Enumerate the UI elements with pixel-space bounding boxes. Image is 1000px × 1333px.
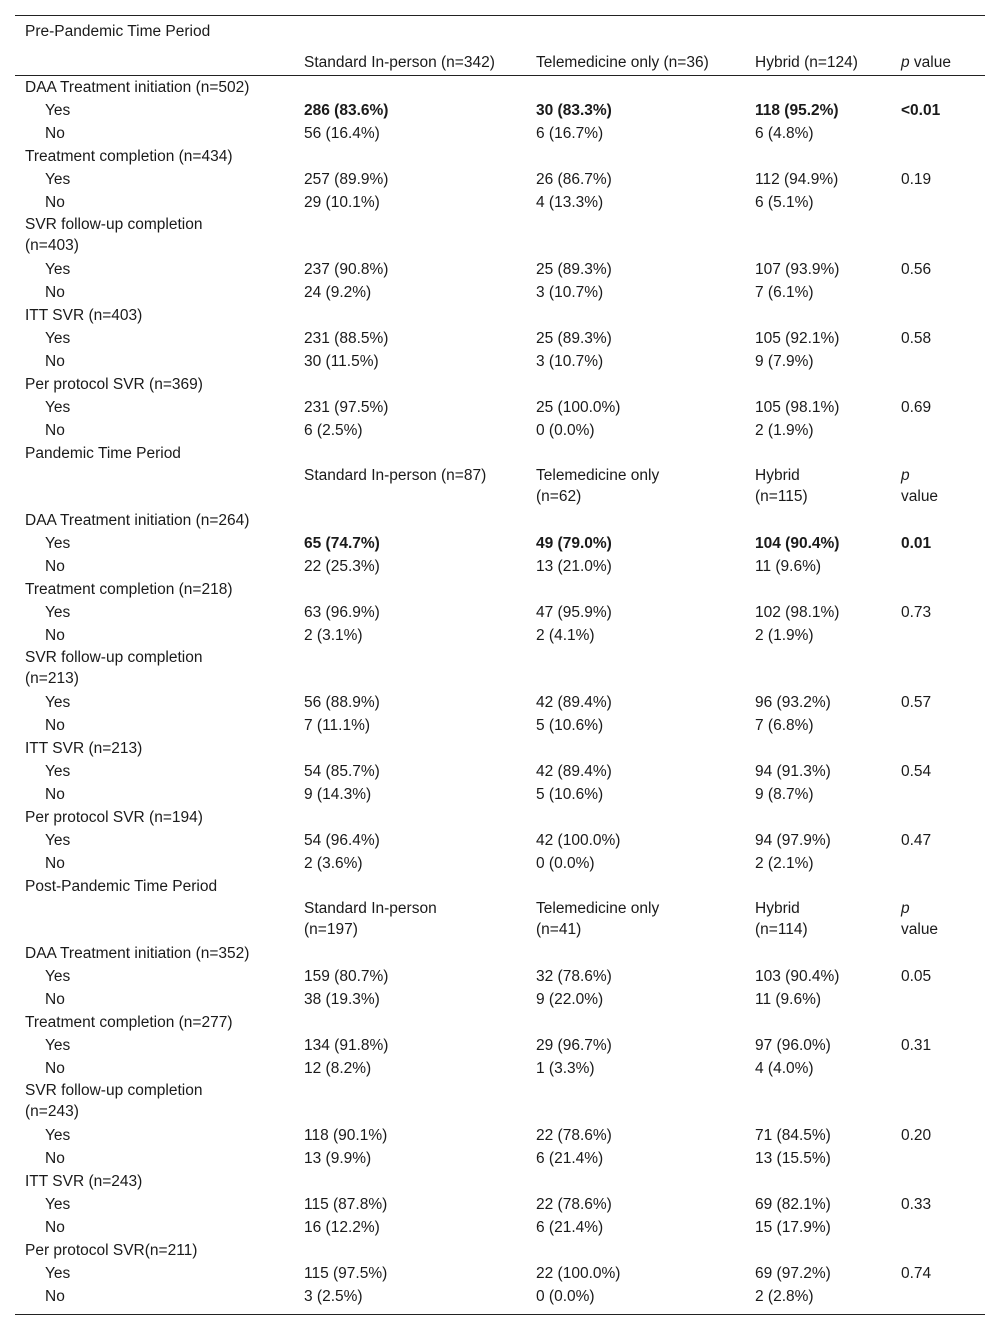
p-value: 0.74: [901, 1265, 932, 1282]
header-telemedicine-only-line: Telemedicine only: [536, 467, 660, 484]
header-standard-in-person: Standard In-person (n=87): [304, 467, 487, 484]
hybrid-value: 7 (6.8%): [755, 717, 814, 734]
header-standard-in-person: Standard In-person (n=342): [304, 54, 495, 71]
telemedicine-value: 0 (0.0%): [536, 1288, 595, 1305]
standard-value: 257 (89.9%): [304, 171, 389, 188]
header-hybrid-line: Hybrid: [755, 900, 800, 917]
bottom-rule: [15, 1314, 985, 1315]
standard-value: 29 (10.1%): [304, 194, 380, 211]
no-label: No: [45, 1288, 65, 1305]
hybrid-value: 4 (4.0%): [755, 1060, 814, 1077]
hybrid-value: 11 (9.6%): [755, 991, 822, 1008]
no-label: No: [45, 1150, 65, 1167]
telemedicine-value: 3 (10.7%): [536, 353, 604, 370]
table-row-no: [15, 191, 985, 214]
yes-label: Yes: [45, 1127, 71, 1144]
telemedicine-value: 49 (79.0%): [536, 535, 612, 552]
header-telemedicine-only-line: (n=41): [536, 921, 582, 938]
telemedicine-value: 22 (78.6%): [536, 1127, 612, 1144]
header-hybrid: [755, 898, 808, 940]
group-label: ITT SVR (n=213): [25, 740, 143, 757]
table-row-yes: [15, 1193, 985, 1216]
telemedicine-value: 26 (86.7%): [536, 171, 612, 188]
yes-label: Yes: [45, 1196, 71, 1213]
group-label-row: [15, 578, 985, 601]
telemedicine-value: 9 (22.0%): [536, 991, 604, 1008]
table-row-yes: [15, 601, 985, 624]
hybrid-value: 69 (82.1%): [755, 1196, 831, 1213]
table-row-yes: [15, 1034, 985, 1057]
header-hybrid: [755, 465, 808, 507]
group-label-row: [15, 1011, 985, 1034]
header-telemedicine-only-line: (n=62): [536, 488, 582, 505]
header-telemedicine-only: Telemedicine only (n=36): [536, 54, 709, 71]
yes-label: Yes: [45, 399, 71, 416]
telemedicine-value: 6 (16.7%): [536, 125, 604, 142]
group-label-row: [15, 145, 985, 168]
yes-label: Yes: [45, 102, 71, 119]
group-label-row: [15, 214, 985, 258]
telemedicine-value: 5 (10.6%): [536, 786, 604, 803]
p-value: 0.57: [901, 694, 932, 711]
hybrid-value: 97 (96.0%): [755, 1037, 831, 1054]
table-row-no: [15, 783, 985, 806]
header-telemedicine-only: [536, 465, 659, 507]
section-title: Pandemic Time Period: [25, 445, 181, 462]
yes-label: Yes: [45, 1265, 71, 1282]
hybrid-value: 15 (17.9%): [755, 1219, 831, 1236]
hybrid-value: 105 (98.1%): [755, 399, 840, 416]
standard-value: 22 (25.3%): [304, 558, 380, 575]
standard-value: 65 (74.7%): [304, 535, 380, 552]
standard-value: 286 (83.6%): [304, 102, 389, 119]
group-label-row: [15, 942, 985, 965]
group-label: ITT SVR (n=243): [25, 1173, 143, 1190]
group-label-line: (n=403): [25, 237, 79, 254]
header-standard-in-person: [304, 898, 437, 940]
header-standard-in-person-line: Standard In-person: [304, 900, 437, 917]
p-value: <0.01: [901, 102, 941, 119]
hybrid-value: 2 (2.1%): [755, 855, 814, 872]
group-label: Treatment completion (n=277): [25, 1014, 233, 1031]
no-label: No: [45, 1219, 65, 1236]
table-row-yes: [15, 327, 985, 350]
telemedicine-value: 32 (78.6%): [536, 968, 612, 985]
p-value: 0.47: [901, 832, 932, 849]
standard-value: 231 (97.5%): [304, 399, 389, 416]
group-label: DAA Treatment initiation (n=264): [25, 512, 250, 529]
standard-value: 63 (96.9%): [304, 604, 380, 621]
yes-label: Yes: [45, 1037, 71, 1054]
standard-value: 56 (16.4%): [304, 125, 380, 142]
no-label: No: [45, 1060, 65, 1077]
group-label-line: (n=213): [25, 670, 79, 687]
standard-value: 237 (90.8%): [304, 261, 389, 278]
telemedicine-value: 47 (95.9%): [536, 604, 612, 621]
standard-value: 12 (8.2%): [304, 1060, 372, 1077]
table-row-yes: [15, 99, 985, 122]
p-value: 0.19: [901, 171, 932, 188]
standard-value: 231 (88.5%): [304, 330, 389, 347]
group-label: [25, 214, 202, 256]
no-label: No: [45, 627, 65, 644]
table-row-no: [15, 419, 985, 442]
header-standard-in-person-line: (n=197): [304, 921, 358, 938]
standard-value: 16 (12.2%): [304, 1219, 380, 1236]
telemedicine-value: 25 (89.3%): [536, 330, 612, 347]
no-label: No: [45, 284, 65, 301]
table-row-yes: [15, 396, 985, 419]
p-value: 0.33: [901, 1196, 932, 1213]
hybrid-value: 13 (15.5%): [755, 1150, 831, 1167]
group-label: Per protocol SVR (n=369): [25, 376, 203, 393]
hybrid-value: 104 (90.4%): [755, 535, 840, 552]
telemedicine-value: 4 (13.3%): [536, 194, 604, 211]
standard-value: 118 (90.1%): [304, 1127, 388, 1144]
table-row-yes: [15, 1124, 985, 1147]
group-label-row: [15, 1170, 985, 1193]
standard-value: 3 (2.5%): [304, 1288, 363, 1305]
p-value: 0.31: [901, 1037, 932, 1054]
hybrid-value: 2 (2.8%): [755, 1288, 814, 1305]
telemedicine-value: 25 (100.0%): [536, 399, 621, 416]
p-symbol: p: [901, 900, 910, 917]
standard-value: 9 (14.3%): [304, 786, 372, 803]
group-label-row: [15, 373, 985, 396]
no-label: No: [45, 717, 65, 734]
group-label: [25, 647, 202, 689]
table-row-yes: [15, 532, 985, 555]
telemedicine-value: 1 (3.3%): [536, 1060, 595, 1077]
standard-value: 2 (3.6%): [304, 855, 363, 872]
group-label: DAA Treatment initiation (n=502): [25, 79, 250, 96]
telemedicine-value: 6 (21.4%): [536, 1219, 604, 1236]
yes-label: Yes: [45, 261, 71, 278]
standard-value: 115 (87.8%): [304, 1196, 388, 1213]
p-value-word: value: [901, 921, 939, 938]
p-value-word: value: [901, 488, 939, 505]
p-value: 0.05: [901, 968, 932, 985]
hybrid-value: 118 (95.2%): [755, 102, 839, 119]
group-label-row: [15, 806, 985, 829]
group-label-row: [15, 647, 985, 691]
no-label: No: [45, 786, 65, 803]
p-value: 0.69: [901, 399, 932, 416]
group-label: Treatment completion (n=218): [25, 581, 233, 598]
section-title-row: [15, 20, 985, 43]
standard-value: 159 (80.7%): [304, 968, 389, 985]
hybrid-value: 96 (93.2%): [755, 694, 831, 711]
telemedicine-value: 30 (83.3%): [536, 102, 612, 119]
table-row-yes: [15, 258, 985, 281]
group-label: Per protocol SVR (n=194): [25, 809, 203, 826]
telemedicine-value: 29 (96.7%): [536, 1037, 612, 1054]
yes-label: Yes: [45, 171, 71, 188]
table-row-no: [15, 1057, 985, 1080]
hybrid-value: 2 (1.9%): [755, 422, 814, 439]
hybrid-value: 112 (94.9%): [755, 171, 839, 188]
telemedicine-value: 2 (4.1%): [536, 627, 595, 644]
header-p-value: [901, 898, 938, 940]
hybrid-value: 94 (97.9%): [755, 832, 831, 849]
hybrid-value: 9 (7.9%): [755, 353, 814, 370]
hybrid-value: 2 (1.9%): [755, 627, 814, 644]
table-row-no: [15, 1285, 985, 1308]
group-label-line: SVR follow-up completion: [25, 216, 203, 233]
table-row-yes: [15, 691, 985, 714]
telemedicine-value: 42 (100.0%): [536, 832, 621, 849]
header-telemedicine-only-line: Telemedicine only: [536, 900, 660, 917]
hybrid-value: 6 (5.1%): [755, 194, 814, 211]
table-row-yes: [15, 168, 985, 191]
p-value: 0.20: [901, 1127, 932, 1144]
group-label: Per protocol SVR(n=211): [25, 1242, 198, 1259]
p-value: 0.56: [901, 261, 932, 278]
table-row-no: [15, 281, 985, 304]
no-label: No: [45, 855, 65, 872]
hybrid-value: 94 (91.3%): [755, 763, 831, 780]
group-label-row: [15, 509, 985, 532]
p-value: 0.01: [901, 535, 932, 552]
section-title-row: [15, 875, 985, 898]
table-row-no: [15, 714, 985, 737]
hybrid-value: 11 (9.6%): [755, 558, 822, 575]
hybrid-value: 105 (92.1%): [755, 330, 840, 347]
yes-label: Yes: [45, 763, 71, 780]
yes-label: Yes: [45, 535, 71, 552]
header-hybrid-line: (n=115): [755, 488, 808, 505]
no-label: No: [45, 991, 65, 1008]
group-label: [25, 1080, 202, 1122]
yes-label: Yes: [45, 604, 71, 621]
yes-label: Yes: [45, 832, 71, 849]
table-row-no: [15, 1147, 985, 1170]
standard-value: 134 (91.8%): [304, 1037, 389, 1054]
header-p-value: [901, 51, 951, 74]
table-row-no: [15, 852, 985, 875]
table-row-no: [15, 555, 985, 578]
table-row-yes: [15, 1262, 985, 1285]
hybrid-value: 103 (90.4%): [755, 968, 840, 985]
yes-label: Yes: [45, 694, 71, 711]
table-row-yes: [15, 760, 985, 783]
telemedicine-value: 22 (78.6%): [536, 1196, 612, 1213]
section-title: Pre-Pandemic Time Period: [25, 23, 211, 40]
section-title: Post-Pandemic Time Period: [25, 878, 218, 895]
telemedicine-value: 0 (0.0%): [536, 855, 595, 872]
table-row-yes: [15, 965, 985, 988]
telemedicine-value: 13 (21.0%): [536, 558, 612, 575]
standard-value: 56 (88.9%): [304, 694, 380, 711]
no-label: No: [45, 558, 65, 575]
p-value-word: value: [909, 54, 951, 71]
p-symbol: p: [901, 54, 910, 71]
hybrid-value: 9 (8.7%): [755, 786, 814, 803]
yes-label: Yes: [45, 968, 71, 985]
group-label-row: [15, 76, 985, 99]
table-row-yes: [15, 829, 985, 852]
group-label: Treatment completion (n=434): [25, 148, 233, 165]
standard-value: 30 (11.5%): [304, 353, 379, 370]
hybrid-value: 102 (98.1%): [755, 604, 840, 621]
header-p-value: [901, 465, 938, 507]
telemedicine-value: 22 (100.0%): [536, 1265, 621, 1282]
top-rule: [15, 15, 985, 16]
table-row-no: [15, 1216, 985, 1239]
telemedicine-value: 3 (10.7%): [536, 284, 604, 301]
p-value: 0.54: [901, 763, 932, 780]
telemedicine-value: 0 (0.0%): [536, 422, 595, 439]
standard-value: 7 (11.1%): [304, 717, 371, 734]
group-label-row: [15, 1080, 985, 1124]
column-header-row: [15, 465, 985, 509]
hybrid-value: 71 (84.5%): [755, 1127, 831, 1144]
header-hybrid-line: (n=114): [755, 921, 808, 938]
no-label: No: [45, 125, 65, 142]
table-row-no: [15, 350, 985, 373]
standard-value: 115 (97.5%): [304, 1265, 388, 1282]
hybrid-value: 7 (6.1%): [755, 284, 814, 301]
header-hybrid: Hybrid (n=124): [755, 54, 858, 71]
group-label-row: [15, 737, 985, 760]
standard-value: 54 (96.4%): [304, 832, 380, 849]
standard-value: 38 (19.3%): [304, 991, 380, 1008]
no-label: No: [45, 422, 65, 439]
group-label-line: SVR follow-up completion: [25, 649, 203, 666]
column-header-row: [15, 51, 985, 74]
no-label: No: [45, 194, 65, 211]
group-label-row: [15, 304, 985, 327]
group-label-line: (n=243): [25, 1103, 79, 1120]
telemedicine-value: 42 (89.4%): [536, 763, 612, 780]
table-row-no: [15, 122, 985, 145]
header-telemedicine-only: [536, 898, 659, 940]
p-value: 0.58: [901, 330, 932, 347]
standard-value: 13 (9.9%): [304, 1150, 372, 1167]
standard-value: 54 (85.7%): [304, 763, 380, 780]
standard-value: 6 (2.5%): [304, 422, 363, 439]
column-header-row: [15, 898, 985, 942]
hybrid-value: 6 (4.8%): [755, 125, 814, 142]
p-symbol: p: [901, 467, 910, 484]
table-row-no: [15, 624, 985, 647]
telemedicine-value: 25 (89.3%): [536, 261, 612, 278]
section-title-row: [15, 442, 985, 465]
telemedicine-value: 5 (10.6%): [536, 717, 604, 734]
table-row-no: [15, 988, 985, 1011]
p-value: 0.73: [901, 604, 932, 621]
header-hybrid-line: Hybrid: [755, 467, 800, 484]
no-label: No: [45, 353, 65, 370]
group-label-line: SVR follow-up completion: [25, 1082, 203, 1099]
yes-label: Yes: [45, 330, 71, 347]
telemedicine-value: 6 (21.4%): [536, 1150, 604, 1167]
hybrid-value: 69 (97.2%): [755, 1265, 831, 1282]
standard-value: 2 (3.1%): [304, 627, 363, 644]
group-label-row: [15, 1239, 985, 1262]
telemedicine-value: 42 (89.4%): [536, 694, 612, 711]
group-label: ITT SVR (n=403): [25, 307, 143, 324]
hybrid-value: 107 (93.9%): [755, 261, 840, 278]
standard-value: 24 (9.2%): [304, 284, 372, 301]
group-label: DAA Treatment initiation (n=352): [25, 945, 250, 962]
